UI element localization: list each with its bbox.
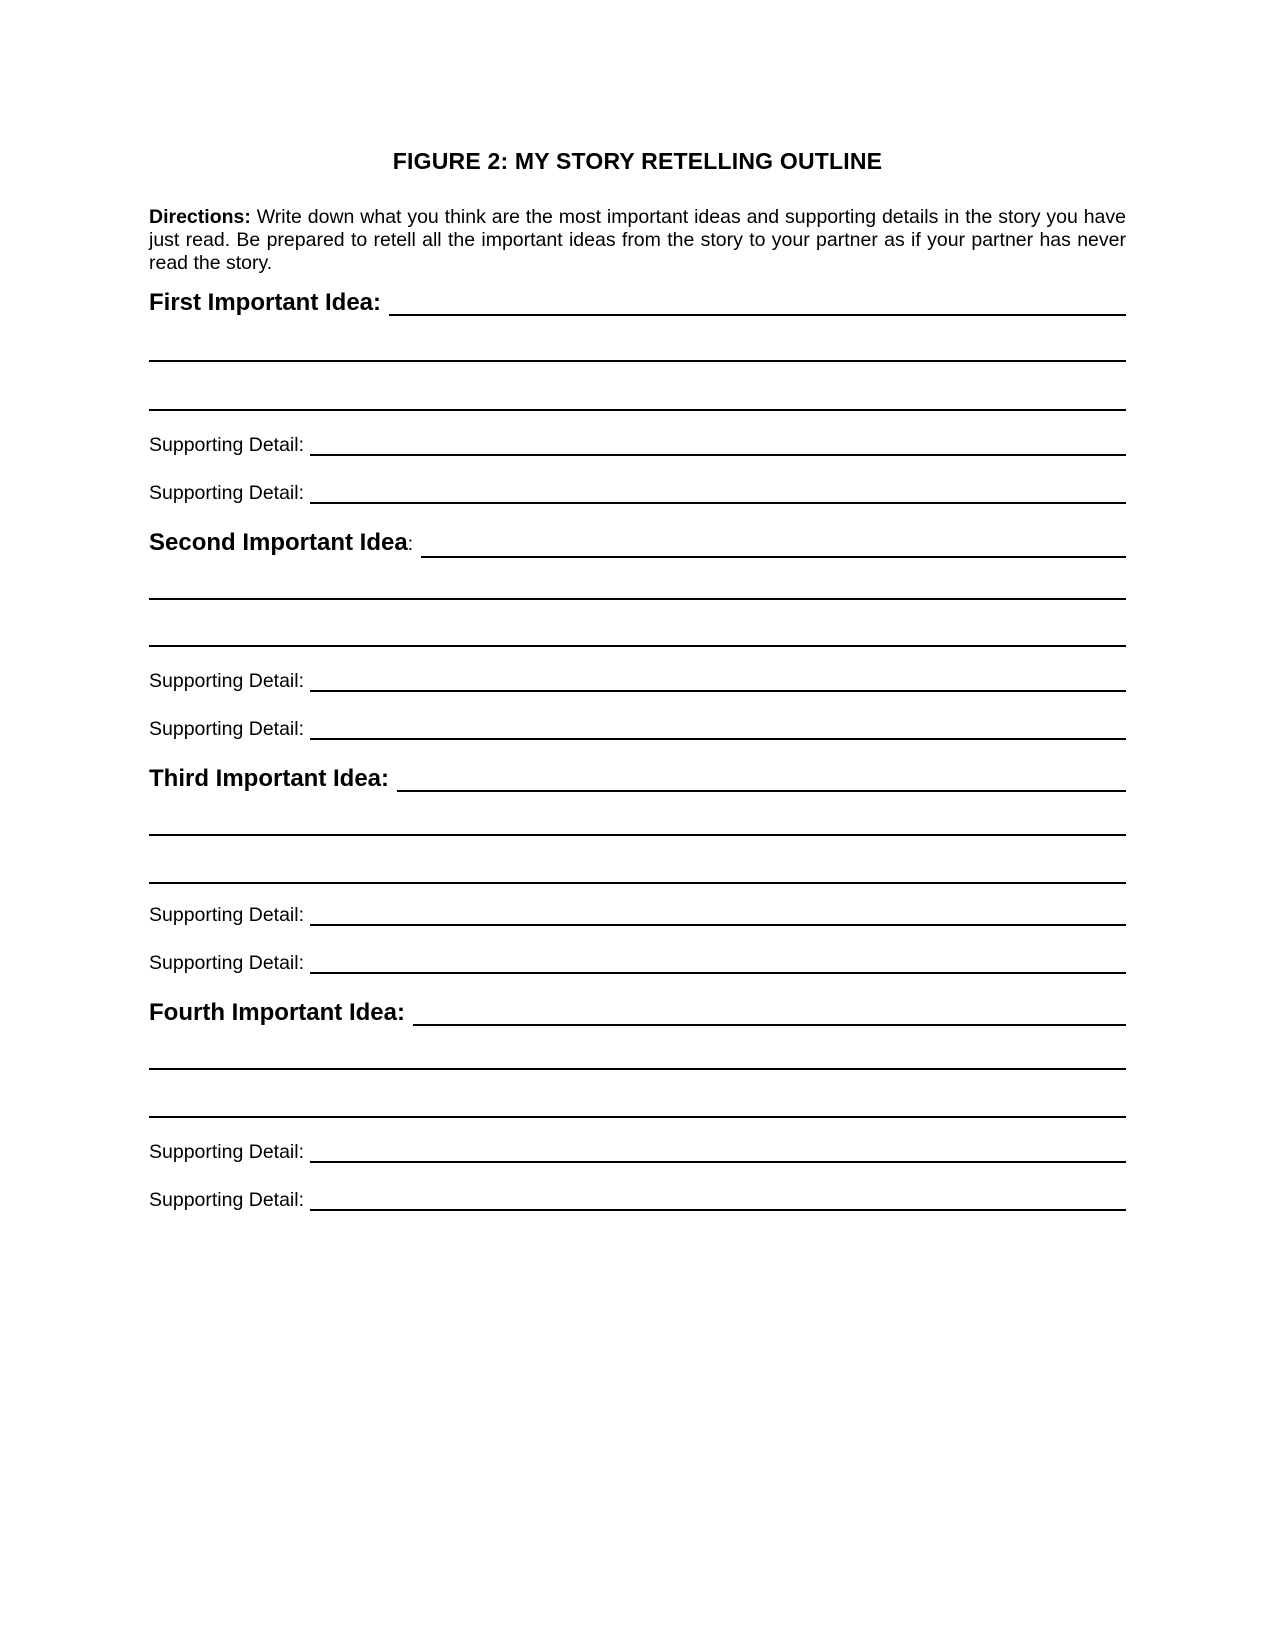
second-idea-answer-line-2[interactable]: [149, 598, 1126, 600]
directions-text: Write down what you think are the most important ideas and supporting details in the story you have just read. Be prepared to retell all the important ideas from the story to your partner as if your partner has never read the story.: [149, 206, 1126, 274]
supporting-detail-label: Supporting Detail:: [149, 434, 305, 456]
fourth-idea-detail-2-line[interactable]: [310, 1209, 1126, 1211]
second-idea-detail-row-2: [149, 718, 1126, 740]
supporting-detail-label: Supporting Detail:: [149, 670, 305, 692]
fourth-idea-detail-row-1: [149, 1141, 1126, 1163]
supporting-detail-label: Supporting Detail:: [149, 1141, 305, 1163]
supporting-detail-label: Supporting Detail:: [149, 482, 305, 504]
third-idea-detail-1-line[interactable]: [310, 924, 1126, 926]
second-idea-answer-line-3[interactable]: [149, 645, 1126, 647]
directions-paragraph: [149, 206, 1126, 275]
first-idea-detail-row-1: [149, 434, 1126, 456]
third-idea-answer-line-2[interactable]: [149, 834, 1126, 836]
supporting-detail-label: Supporting Detail:: [149, 952, 305, 974]
third-idea-detail-row-1: [149, 904, 1126, 926]
second-idea-row: [149, 530, 1126, 558]
first-idea-row: [149, 290, 1126, 316]
third-idea-answer-line-3[interactable]: [149, 882, 1126, 884]
second-idea-detail-2-line[interactable]: [310, 738, 1126, 740]
directions-label: Directions:: [149, 206, 251, 228]
fourth-idea-detail-1-line[interactable]: [310, 1161, 1126, 1163]
second-idea-label: Second Important Idea:: [149, 529, 413, 556]
second-idea-answer-line[interactable]: [421, 556, 1126, 558]
third-idea-answer-line[interactable]: [397, 790, 1126, 792]
first-idea-answer-line-3[interactable]: [149, 409, 1126, 411]
first-idea-label: First Important Idea:: [149, 289, 382, 316]
fourth-idea-answer-line-3[interactable]: [149, 1116, 1126, 1118]
supporting-detail-label: Supporting Detail:: [149, 904, 305, 926]
fourth-idea-row: [149, 1000, 1126, 1026]
supporting-detail-label: Supporting Detail:: [149, 1189, 305, 1211]
fourth-idea-answer-line[interactable]: [413, 1024, 1126, 1026]
first-idea-detail-row-2: [149, 482, 1126, 504]
first-idea-answer-line[interactable]: [389, 314, 1126, 316]
third-idea-detail-row-2: [149, 952, 1126, 974]
first-idea-answer-line-2[interactable]: [149, 360, 1126, 362]
third-idea-row: [149, 766, 1126, 792]
fourth-idea-label: Fourth Important Idea:: [149, 999, 405, 1026]
page-title: FIGURE 2: MY STORY RETELLING OUTLINE: [392, 148, 883, 174]
second-idea-detail-1-line[interactable]: [310, 690, 1126, 692]
first-idea-detail-2-line[interactable]: [310, 502, 1126, 504]
third-idea-detail-2-line[interactable]: [310, 972, 1126, 974]
supporting-detail-label: Supporting Detail:: [149, 718, 305, 740]
second-idea-detail-row-1: [149, 670, 1126, 692]
first-idea-detail-1-line[interactable]: [310, 454, 1126, 456]
fourth-idea-detail-row-2: [149, 1189, 1126, 1211]
fourth-idea-answer-line-2[interactable]: [149, 1068, 1126, 1070]
third-idea-label: Third Important Idea:: [149, 765, 389, 792]
